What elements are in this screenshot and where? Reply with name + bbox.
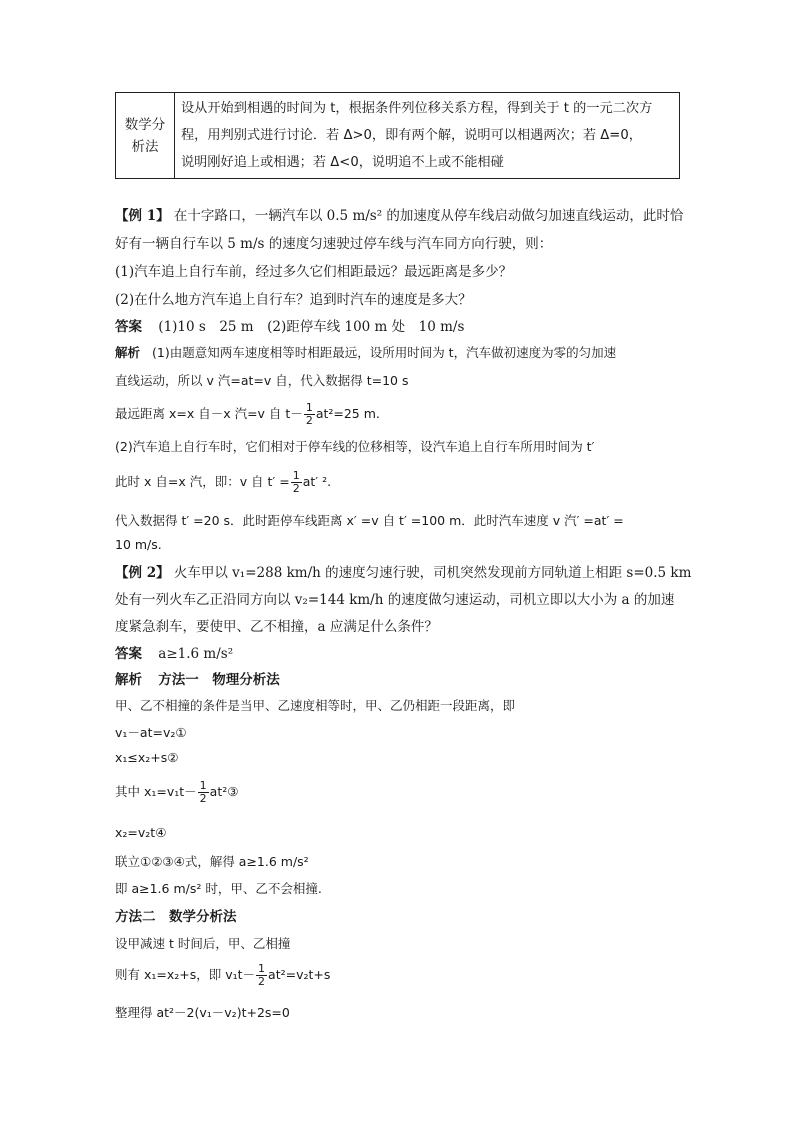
method1-line-4 [115,780,238,805]
analysis-text: (1)由题意知两车速度相等时相距最远，设所用时间为 t，汽车做初速度为零的匀加速 [152,345,617,360]
method1-title: 方法一 物理分析法 [158,672,280,688]
formula-part: at²③ [209,784,239,799]
method1-line-1: 甲、乙不相撞的条件是当甲、乙速度相等时，甲、乙仍相距一段距离，即 [115,698,516,713]
fraction [256,963,267,988]
formula-part: at²=v₂t+s [268,967,331,982]
example1-analysis-4: (2)汽车追上自行车时，它们相对于停车线的位移相等，设汽车追上自行车所用时间为 t′ [115,439,595,454]
fraction [304,402,315,427]
example1-answer [115,315,464,335]
formula-part: 最远距离 x=x 自－x 汽=v 自 t－ [115,406,303,421]
table-row [116,93,680,179]
example1-analysis-3 [115,402,380,427]
example1-analysis-1 [115,343,616,361]
fraction-num: 1 [199,779,207,792]
table-content-line-3: 说明刚好追上或相遇；若 Δ<0，说明追不上或不能相碰 [181,155,504,170]
fraction [291,470,302,495]
example1-tag: 【例 1】 [115,208,170,224]
table-content-line-1: 设从开始到相遇的时间为 t，根据条件列位移关系方程，得到关于 t 的一元二次方 [181,101,653,116]
fraction-num: 1 [292,469,300,482]
table-label-cell [116,93,175,179]
method2-line-2 [115,963,330,988]
answer-label: 答案 [115,319,142,335]
fraction-num: 1 [258,962,266,975]
answer-text: (1)10 s 25 m (2)距停车线 100 m 处 10 m/s [158,319,465,335]
method1-line-3: x₁≤x₂+s② [115,750,179,765]
example1-question-1: 在十字路口，一辆汽车以 0.5 m/s² 的加速度从停车线启动做匀加速直线运动，此时恰 [173,208,684,224]
formula-part: at′ ². [302,474,332,489]
example2-question-3: 度紧急刹车，要使甲、乙不相撞，a 应满足什么条件？ [115,619,438,635]
fraction-den: 2 [292,482,300,495]
formula-part: 此时 x 自=x 汽，即：v 自 t′ = [115,474,290,489]
method1-line-7: 即 a≥1.6 m/s² 时，甲、乙不会相撞. [115,881,322,896]
analysis-label: 解析 [115,672,142,688]
example2-answer [115,642,233,662]
table-content-line-2: 程，用判别式进行讨论．若 Δ>0，即有两个解，说明可以相遇两次；若 Δ=0， [181,128,642,143]
example1-question-3: (1)汽车追上自行车前，经过多久它们相距最远？最远距离是多少？ [115,264,513,280]
method2-title: 方法二 数学分析法 [115,909,237,925]
example1-analysis-7: 10 m/s. [115,537,162,552]
fraction-num: 1 [305,401,313,414]
example1-question-4: (2)在什么地方汽车追上自行车？追到时汽车的速度是多大？ [115,292,472,308]
example1-analysis-6: 代入数据得 t′ =20 s．此时距停车线距离 x′ =v 自 t′ =100 m．此时汽车速度 v 汽′ =at′ = [115,513,624,528]
method1-line-5: x₂=v₂t④ [115,825,167,840]
answer-label: 答案 [115,646,142,662]
table-label: 数学分析法 [124,116,166,155]
formula-part: at²=25 m. [315,406,380,421]
example2-question-1: 火车甲以 v₁=288 km/h 的速度匀速行驶，司机突然发现前方同轨道上相距 s=0.5 km [173,565,692,581]
method1-line-2: v₁－at=v₂① [115,725,187,740]
example2-analysis-title [115,668,280,688]
method1-line-6: 联立①②③④式，解得 a≥1.6 m/s² [115,854,309,869]
fraction-den: 2 [258,975,266,988]
example1-analysis-2: 直线运动，所以 v 汽=at=v 自，代入数据得 t=10 s [115,373,409,388]
example2-tag: 【例 2】 [115,565,170,581]
fraction-den: 2 [199,792,207,805]
formula-part: 则有 x₁=x₂+s，即 v₁t－ [115,967,256,982]
analysis-label: 解析 [115,345,141,360]
method2-line-3: 整理得 at²－2(v₁－v₂)t+2s=0 [115,1005,290,1020]
example2-line-1 [115,561,691,581]
answer-text: a≥1.6 m/s² [158,646,234,662]
fraction-den: 2 [305,414,313,427]
method-table [115,92,680,179]
example1-line-1 [115,204,683,224]
example1-analysis-5 [115,470,331,495]
table-content-cell [175,93,680,179]
fraction [198,780,209,805]
example1-question-2: 好有一辆自行车以 5 m/s 的速度匀速驶过停车线与汽车同方向行驶，则： [115,236,553,252]
example2-question-2: 处有一列火车乙正沿同方向以 v₂=144 km/h 的速度做匀速运动，司机立即以大小为 a 的加速 [115,592,675,608]
formula-part: 其中 x₁=v₁t－ [115,784,197,799]
method2-line-1: 设甲减速 t 时间后，甲、乙相撞 [115,936,291,951]
